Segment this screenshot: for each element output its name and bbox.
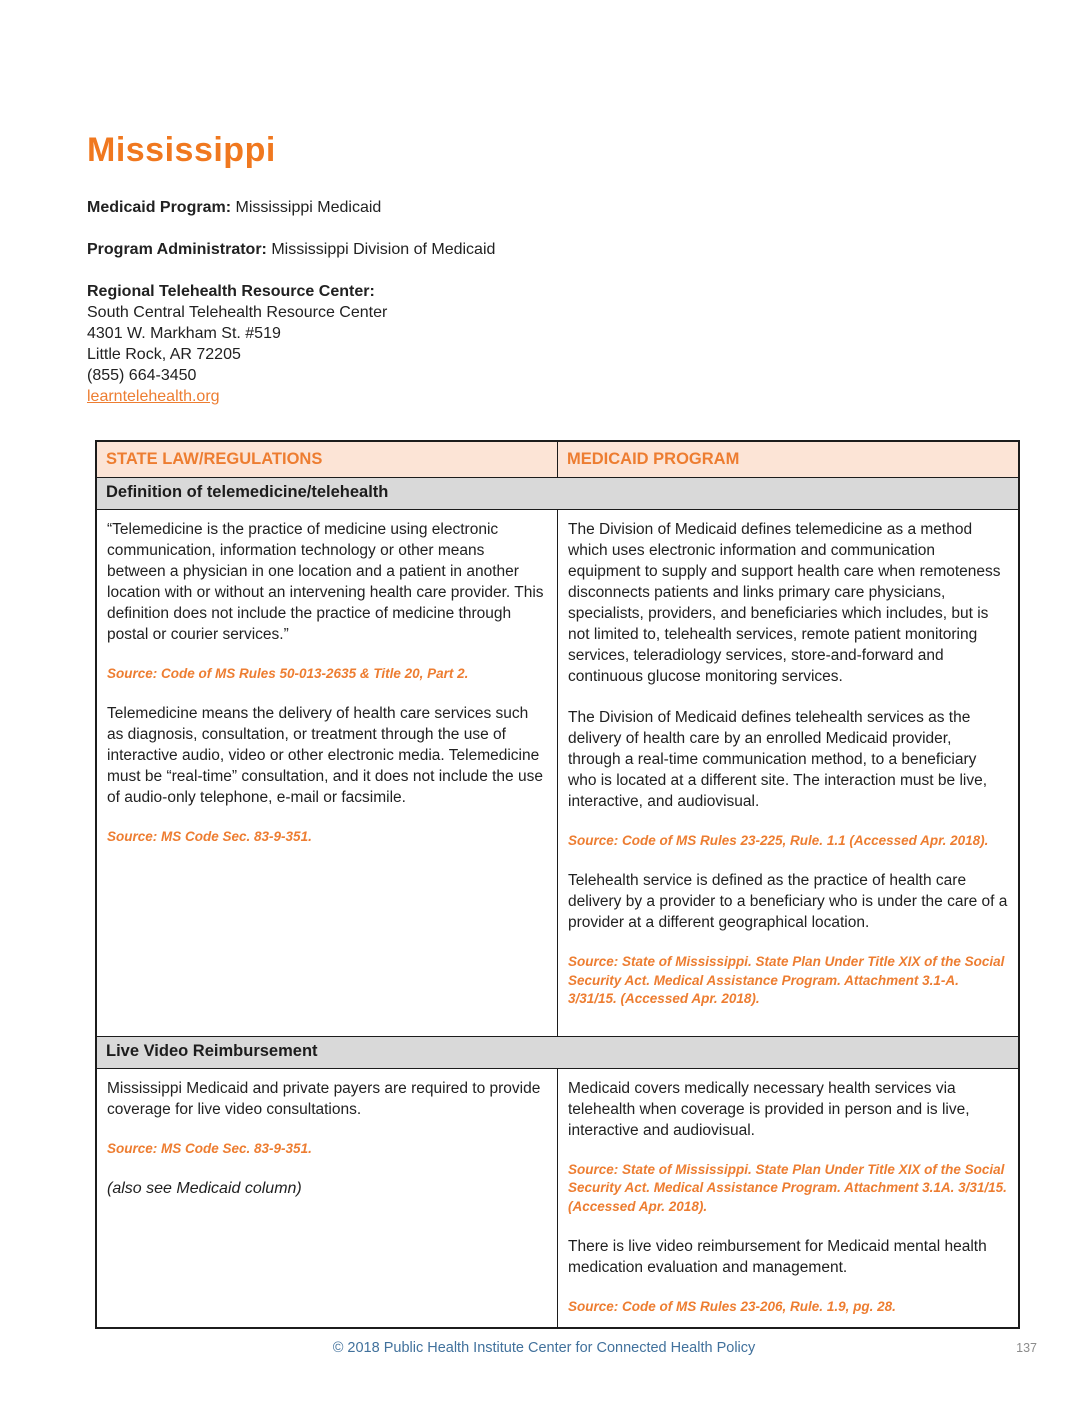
source-citation: Source: State of Mississippi. State Plan Under Title XIX of the Social Security Act. Medical Assistance Program. Attachment 3.1-A. 3/31/15. (Accessed Apr. 2018). bbox=[568, 954, 1005, 1006]
resource-center-phone: (855) 664-3450 bbox=[87, 367, 197, 384]
program-administrator-line bbox=[87, 239, 1020, 260]
source-citation: Source: State of Mississippi. State Plan Under Title XIX of the Social Security Act. Medical Assistance Program. Attachment 3.1A. 3/31/15. (Accessed Apr. 2018). bbox=[568, 1161, 1007, 1214]
section-heading-definition: Definition of telemedicine/telehealth bbox=[96, 477, 1019, 509]
section-heading-live-video: Live Video Reimbursement bbox=[96, 1036, 1019, 1068]
document-footer bbox=[0, 1340, 1088, 1356]
source-citation: Source: Code of MS Rules 50-013-2635 & Title 20, Part 2. bbox=[107, 665, 469, 681]
cell-definition-state-law bbox=[96, 509, 558, 1036]
resource-center-label: Regional Telehealth Resource Center: bbox=[87, 283, 375, 300]
program-administrator-value: Mississippi Division of Medicaid bbox=[271, 241, 496, 258]
section-row-live-video bbox=[96, 1036, 1019, 1068]
section-row-definition bbox=[96, 477, 1019, 509]
paragraph: Telemedicine means the delivery of health care services such as diagnosis, consultation, or treatment through the use of interactive audio, video or other electronic media. Telemedicine must be “real-time” consultation, and it does not include the use of audio-only telephone, e-mail or facsimile. bbox=[107, 705, 543, 806]
paragraph: Medicaid covers medically necessary health services via telehealth when coverage is provided in person and is live, interactive and audiovisual. bbox=[568, 1079, 970, 1139]
medicaid-program-label: Medicaid Program: bbox=[87, 199, 232, 216]
source-citation: Source: Code of MS Rules 23-206, Rule. 1.9, pg. 28. bbox=[568, 1299, 896, 1314]
paragraph: Mississippi Medicaid and private payers are required to provide coverage for live video consultations. bbox=[107, 1079, 541, 1118]
paragraph: Telehealth service is defined as the practice of health care delivery by a provider to a beneficiary who is under the care of a provider at a different geographical location. bbox=[568, 872, 1008, 931]
content-row-live-video bbox=[96, 1068, 1019, 1328]
paragraph: “Telemedicine is the practice of medicine using electronic communication, information technology or other means between a physician in one location and a patient in another location with or without an intervening health care provider. This definition does not include the practice of medicine through postal or courier services.” bbox=[107, 520, 544, 643]
paragraph: The Division of Medicaid defines telemedicine as a method which uses electronic information and communication equipment to supply and support health care when remoteness disconnects patients and links primary care physicians, specialists, providers, and beneficiaries which includes, but is not limited to, telehealth services, remote patient monitoring services, teleradiology services, store-and-forward and continuous glucose monitoring services. bbox=[568, 520, 1001, 685]
program-administrator-label: Program Administrator: bbox=[87, 241, 267, 258]
paragraph: The Division of Medicaid defines telehealth services as the delivery of health care by an enrolled Medicaid provider, through a real-time communication method, to a beneficiary who is located at a different site. The interaction must be live, interactive, and audiovisual. bbox=[568, 708, 988, 810]
cell-live-video-state-law bbox=[96, 1068, 558, 1328]
table-header-row bbox=[96, 441, 1019, 477]
cross-reference-note: (also see Medicaid column) bbox=[107, 1180, 302, 1197]
resource-center-block bbox=[87, 281, 1020, 407]
source-citation: Source: MS Code Sec. 83-9-351. bbox=[107, 829, 312, 844]
policy-table bbox=[95, 440, 1020, 1329]
resource-center-link[interactable]: learntelehealth.org bbox=[87, 388, 220, 405]
column-header-medicaid: MEDICAID PROGRAM bbox=[558, 441, 1020, 477]
column-header-state-law: STATE LAW/REGULATIONS bbox=[96, 441, 558, 477]
content-row-definition bbox=[96, 509, 1019, 1036]
paragraph: There is live video reimbursement for Medicaid mental health medication evaluation and management. bbox=[568, 1238, 987, 1276]
source-citation: Source: MS Code Sec. 83-9-351. bbox=[107, 1140, 312, 1156]
resource-center-name: South Central Telehealth Resource Center bbox=[87, 304, 388, 321]
source-citation: Source: Code of MS Rules 23-225, Rule. 1.1 (Accessed Apr. 2018). bbox=[568, 832, 989, 848]
page-title: Mississippi bbox=[87, 131, 276, 169]
document-header bbox=[0, 0, 1088, 407]
medicaid-program-value: Mississippi Medicaid bbox=[235, 199, 382, 216]
medicaid-program-line bbox=[87, 197, 1020, 218]
copyright-text: © 2018 Public Health Institute Center for Connected Health Policy bbox=[332, 1340, 756, 1356]
cell-definition-medicaid bbox=[558, 509, 1020, 1036]
resource-center-city: Little Rock, AR 72205 bbox=[87, 346, 241, 363]
cell-live-video-medicaid bbox=[558, 1068, 1020, 1328]
resource-center-street: 4301 W. Markham St. #519 bbox=[87, 325, 281, 342]
page-number: 137 bbox=[1016, 1341, 1037, 1355]
